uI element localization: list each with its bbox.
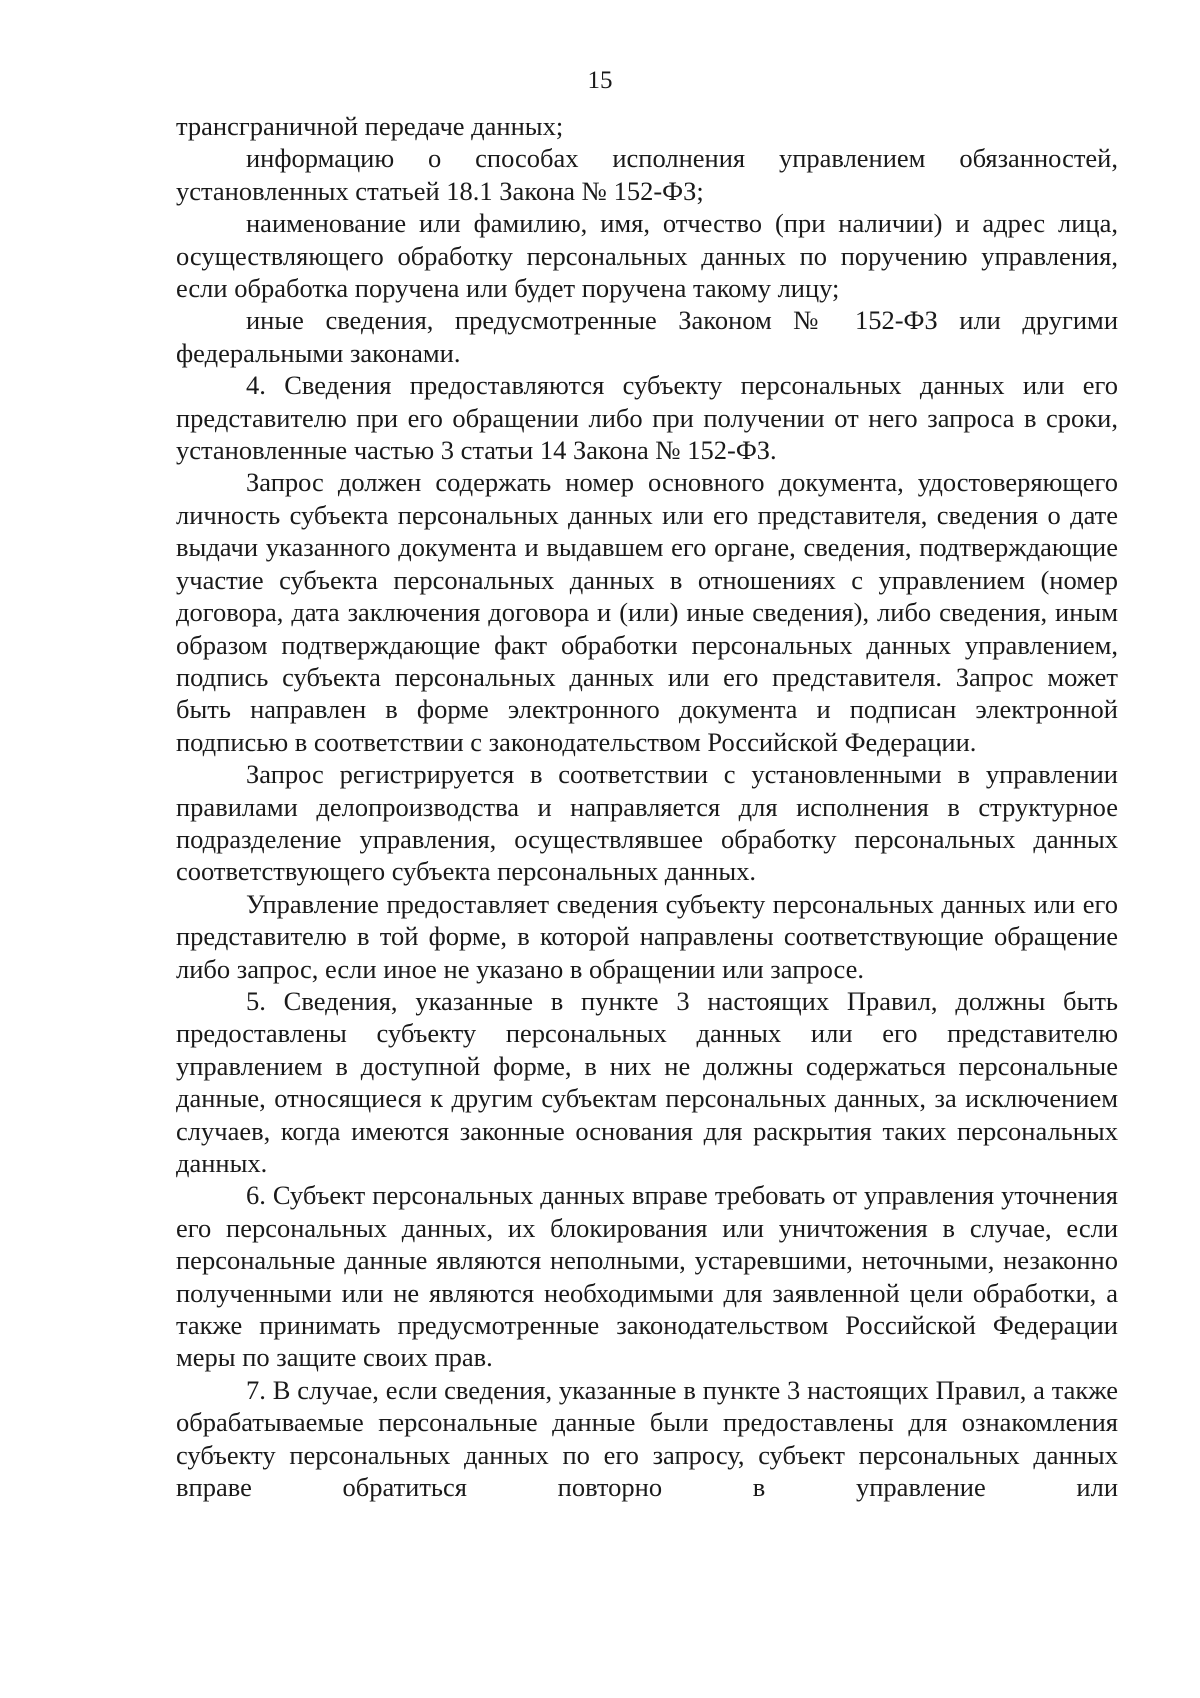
paragraph-request-registration: Запрос регистрируется в соответствии с установленными в управлении правилами делопроизводства и направляется для исполнения в структурное подразделение управления, осуществлявшее обработку персональных данных соответствующего субъекта персональных данных. [176, 759, 1118, 887]
paragraph-item-5: 5. Сведения, указанные в пункте 3 настоящих Правил, должны быть предоставлены субъекту персональных данных или его представителю управлением в доступной форме, в них не должны содержаться персональные данные, относящиеся к другим субъектам персональных данных, за исключением случаев, когда имеются законные основания для раскрытия таких персональных данных. [176, 985, 1118, 1178]
page-number: 15 [587, 67, 613, 94]
paragraph-cross-border-transfer: трансграничной передаче данных; [176, 111, 564, 141]
paragraph-other-info: иные сведения, предусмотренные Законом № 152-ФЗ или другими федеральными законами. [176, 305, 1118, 368]
paragraph-obligations-info: информацию о способах исполнения управлением обязанностей, установленных статьей 18.1 Закона № 152-ФЗ; [176, 143, 1118, 206]
paragraph-request-content: Запрос должен содержать номер основного документа, удостоверяющего личность субъекта персональных данных или его представителя, сведения о дате выдачи указанного документа и выдавшем его органе, сведения, подтверждающие участие субъекта персональных данных в отношениях с управлением (номер договора, дата заключения договора и (или) иные сведения), либо сведения, иным образом подтверждающие факт обработки персональных данных управлением, подпись субъекта персональных данных или его представителя. Запрос может быть направлен в форме электронного документа и подписан электронной подписью в соответствии с законодательством Российской Федерации. [176, 467, 1118, 757]
paragraph-item-6: 6. Субъект персональных данных вправе требовать от управления уточнения его персональных данных, их блокирования или уничтожения в случае, если персональные данные являются неполными, устаревшими, неточными, незаконно полученными или не являются необходимыми для заявленной цели обработки, а также принимать предусмотренные законодательством Российской Федерации меры по защите своих прав. [176, 1180, 1118, 1373]
document-body [176, 110, 1118, 1503]
paragraph-processor-name: наименование или фамилию, имя, отчество (при наличии) и адрес лица, осуществляющего обработку персональных данных по поручению управления, если обработка поручена или будет поручена такому лицу; [176, 208, 1118, 304]
paragraph-item-4: 4. Сведения предоставляются субъекту персональных данных или его представителю при его обращении либо при получении от него запроса в сроки, установленные частью 3 статьи 14 Закона № 152-ФЗ. [176, 370, 1118, 466]
paragraph-response-form: Управление предоставляет сведения субъекту персональных данных или его представителю в той форме, в которой направлены соответствующие обращение либо запрос, если иное не указано в обращении или запросе. [176, 888, 1118, 984]
paragraph-item-7: 7. В случае, если сведения, указанные в пункте 3 настоящих Правил, а также обрабатываемые персональные данные были предоставлены для ознакомления субъекту персональных данных по его запросу, субъект персональных данных вправе обратиться повторно в управление или [176, 1374, 1118, 1503]
